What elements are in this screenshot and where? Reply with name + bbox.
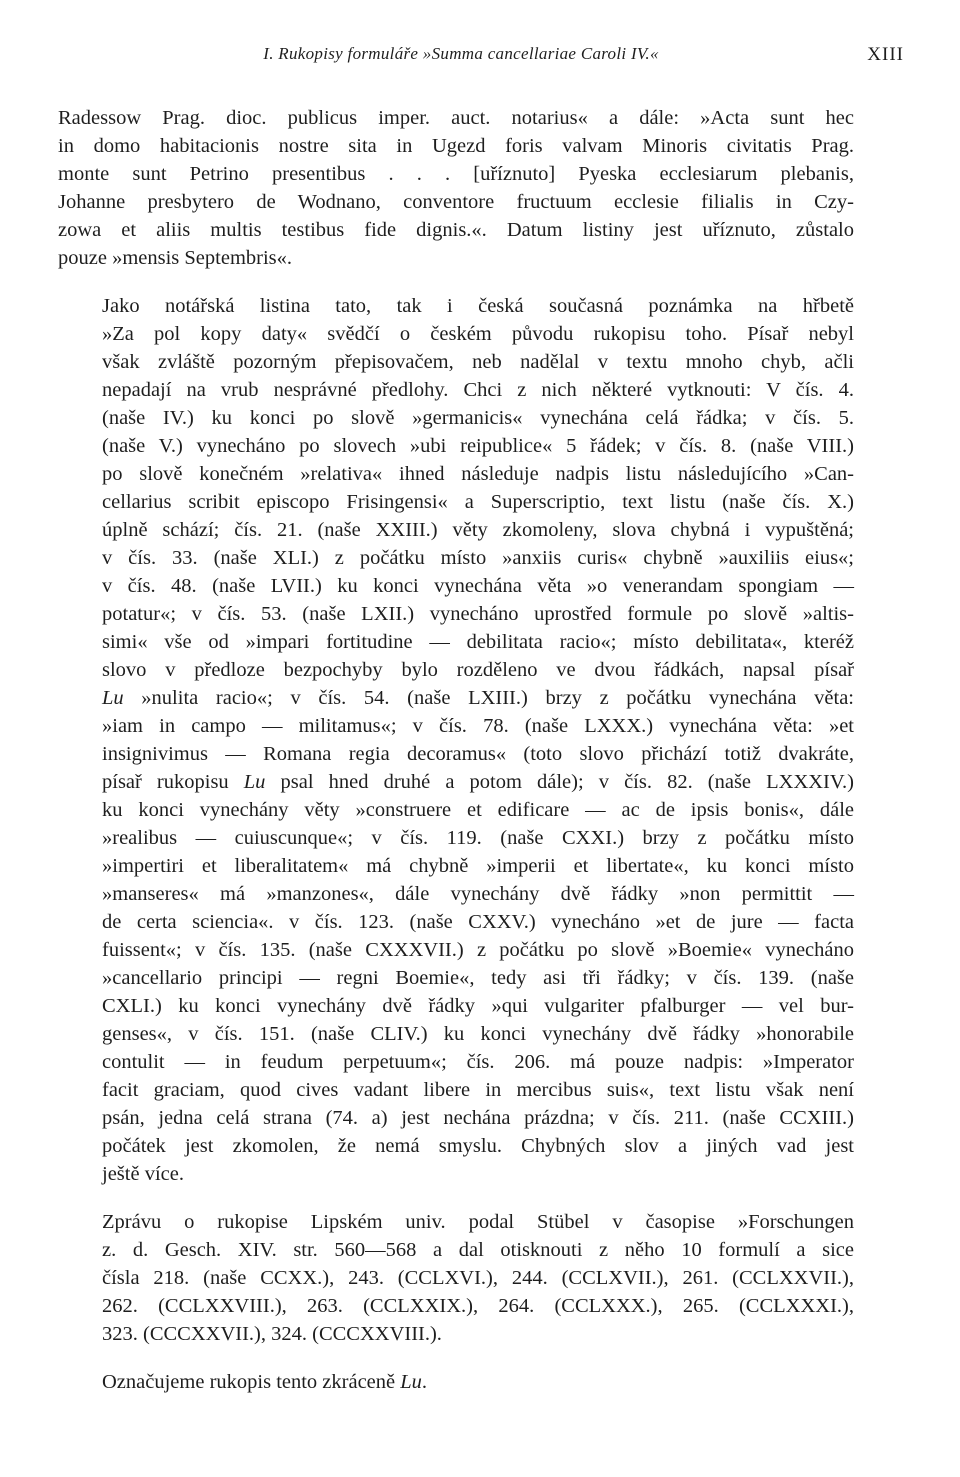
text-line: však zvláště pozorným přepisovačem, neb nadělal v textu mnoho chyb, ačli bbox=[102, 351, 854, 373]
paragraph-1 bbox=[58, 104, 854, 272]
text-line: potatur«; v čís. 53. (naše LXII.) vynecháno uprostřed formule po slově »altis- bbox=[102, 603, 854, 625]
text-line: z. d. Gesch. XIV. str. 560—568 a dal otisknouti z něho 10 formulí a sice bbox=[102, 1239, 854, 1261]
text-line: písař rukopisu Lu psal hned druhé a potom dále); v čís. 82. (naše LXXXIV.) bbox=[102, 771, 854, 793]
text-line: contulit — in feudum perpetuum«; čís. 206. má pouze nadpis: »Imperator bbox=[102, 1051, 854, 1073]
text-line: genses«, v čís. 151. (naše CLIV.) ku konci vynechány dvě řádky »honorabile bbox=[102, 1023, 854, 1045]
text-line: po slově konečném »relativa« ihned následuje nadpis listu následujícího »Can- bbox=[102, 463, 854, 485]
text-line: nepadají na vrub nesprávné předlohy. Chci z nich některé vytknouti: V čís. 4. bbox=[102, 379, 854, 401]
paragraph-2 bbox=[58, 292, 854, 1188]
text-line: Johanne presbytero de Wodnano, conventore fructuum ecclesie filialis in Czy- bbox=[58, 191, 854, 213]
text-line: (naše IV.) ku konci po slově »germanicis« vynechána celá řádka; v čís. 5. bbox=[102, 407, 854, 429]
text-line: simi« vše od »impari fortitudine — debilitata racio«; místo debilitata«, kteréž bbox=[102, 631, 854, 653]
paragraph-4 bbox=[58, 1368, 854, 1396]
text-line: fuissent«; v čís. 135. (naše CXXXVII.) z počátku po slově »Boemie« vynecháno bbox=[102, 939, 854, 961]
text-line: insignivimus — Romana regia decoramus« (toto slovo přichází totiž dvakráte, bbox=[102, 743, 854, 765]
running-head-title: I. Rukopisy formulářе »Summa cancellariae Caroli IV.« bbox=[263, 44, 659, 63]
text-line: úplně schází; čís. 21. (naše XXIII.) věty zkomoleny, slova chybná i vypuštěná; bbox=[102, 519, 854, 541]
text-line: ku konci vynechány věty »construere et edificare — ac de ipsis bonis«, dále bbox=[102, 799, 854, 821]
body-text bbox=[58, 104, 854, 1396]
text-line: »impertiri et liberalitatem« má chybně »imperii et libertate«, ku konci místo bbox=[102, 855, 854, 877]
text-line: Zprávu o rukopise Lipském univ. podal Stübel v časopise »Forschungen bbox=[102, 1211, 854, 1233]
text-line: počátek jest zkomolen, že nemá smyslu. Chybných slov a jiných vad jest bbox=[102, 1135, 854, 1157]
text-line: monte sunt Petrino presentibus . . . [uříznuto] Pyeska ecclesiarum plebanis, bbox=[58, 163, 854, 185]
text-line: Radessow Prag. dioc. publicus imper. auct. notarius« a dále: »Acta sunt hec bbox=[58, 107, 854, 129]
text-line: Jako notářská listina tato, tak i česká současná poznámka na hřbetě bbox=[102, 295, 854, 317]
text-line: 323. (CCCXXVII.), 324. (CCCXXVIII.). bbox=[102, 1323, 442, 1345]
text-line: cellarius scribit episcopo Frisingensi« a Superscriptio, text listu (naše čís. X.) bbox=[102, 491, 854, 513]
text-line: psán, jedna celá strana (74. a) jest nechána prázdna; v čís. 211. (naše CCXIII.) bbox=[102, 1107, 854, 1129]
text-line: ještě více. bbox=[102, 1163, 184, 1185]
text-line: »Za pol kopy daty« svědčí o českém původu rukopisu toho. Písař nebyl bbox=[102, 323, 854, 345]
text-line: v čís. 48. (naše LVII.) ku konci vynechána věta »o venerandam spongiam — bbox=[102, 575, 854, 597]
text-line: Lu »nulita racio«; v čís. 54. (naše LXIII.) brzy z počátku vynechána věta: bbox=[102, 687, 854, 709]
text-line: in domo habitacionis nostre sita in Ugezd foris valvam Minoris civitatis Prag. bbox=[58, 135, 854, 157]
text-line: slovo v předloze bezpochyby bylo rozděleno ve dvou řádkách, napsal písař bbox=[102, 659, 854, 681]
text-line: v čís. 33. (naše XLI.) z počátku místo »anxiis curis« chybně »auxiliis eius«; bbox=[102, 547, 854, 569]
text-line: »realibus — cuiuscunque«; v čís. 119. (naše CXXI.) brzy z počátku místo bbox=[102, 827, 854, 849]
text-line: facit graciam, quod cives vadant libere in mercibus suis«, text listu však není bbox=[102, 1079, 854, 1101]
text-line: 262. (CCLXXVIII.), 263. (CCLXXIX.), 264. (CCLXXX.), 265. (CCLXXXI.), bbox=[102, 1295, 854, 1317]
text-line: Označujeme rukopis tento zkráceně Lu. bbox=[102, 1371, 428, 1393]
paragraph-3 bbox=[58, 1208, 854, 1348]
text-line: »cancellario principi — regni Boemie«, tedy asi tři řádky; v čís. 139. (naše bbox=[102, 967, 854, 989]
text-line: de certa sciencia«. v čís. 123. (naše CXXV.) vynecháno »et de jure — facta bbox=[102, 911, 854, 933]
text-line: zowa et aliis multis testibus fide dignis.«. Datum listiny jest uříznuto, zůstalo bbox=[58, 219, 854, 241]
text-line: (naše V.) vynecháno po slovech »ubi reipublice« 5 řádek; v čís. 8. (naše VIII.) bbox=[102, 435, 854, 457]
text-line: čísla 218. (naše CCXX.), 243. (CCLXVI.), 244. (CCLXVII.), 261. (CCLXXVII.), bbox=[102, 1267, 854, 1289]
text-line: »iam in campo — militamus«; v čís. 78. (naše LXXX.) vynechána věta: »et bbox=[102, 715, 854, 737]
text-line: »manseres« má »manzones«, dále vynechány dvě řádky »non permittit — bbox=[102, 883, 854, 905]
page-number: XIII bbox=[867, 44, 904, 65]
text-line: pouze »mensis Septembris«. bbox=[58, 247, 293, 269]
text-line: CXLI.) ku konci vynechány dvě řádky »qui vulgariter pfalburger — vel bur- bbox=[102, 995, 854, 1017]
running-head bbox=[58, 44, 904, 72]
